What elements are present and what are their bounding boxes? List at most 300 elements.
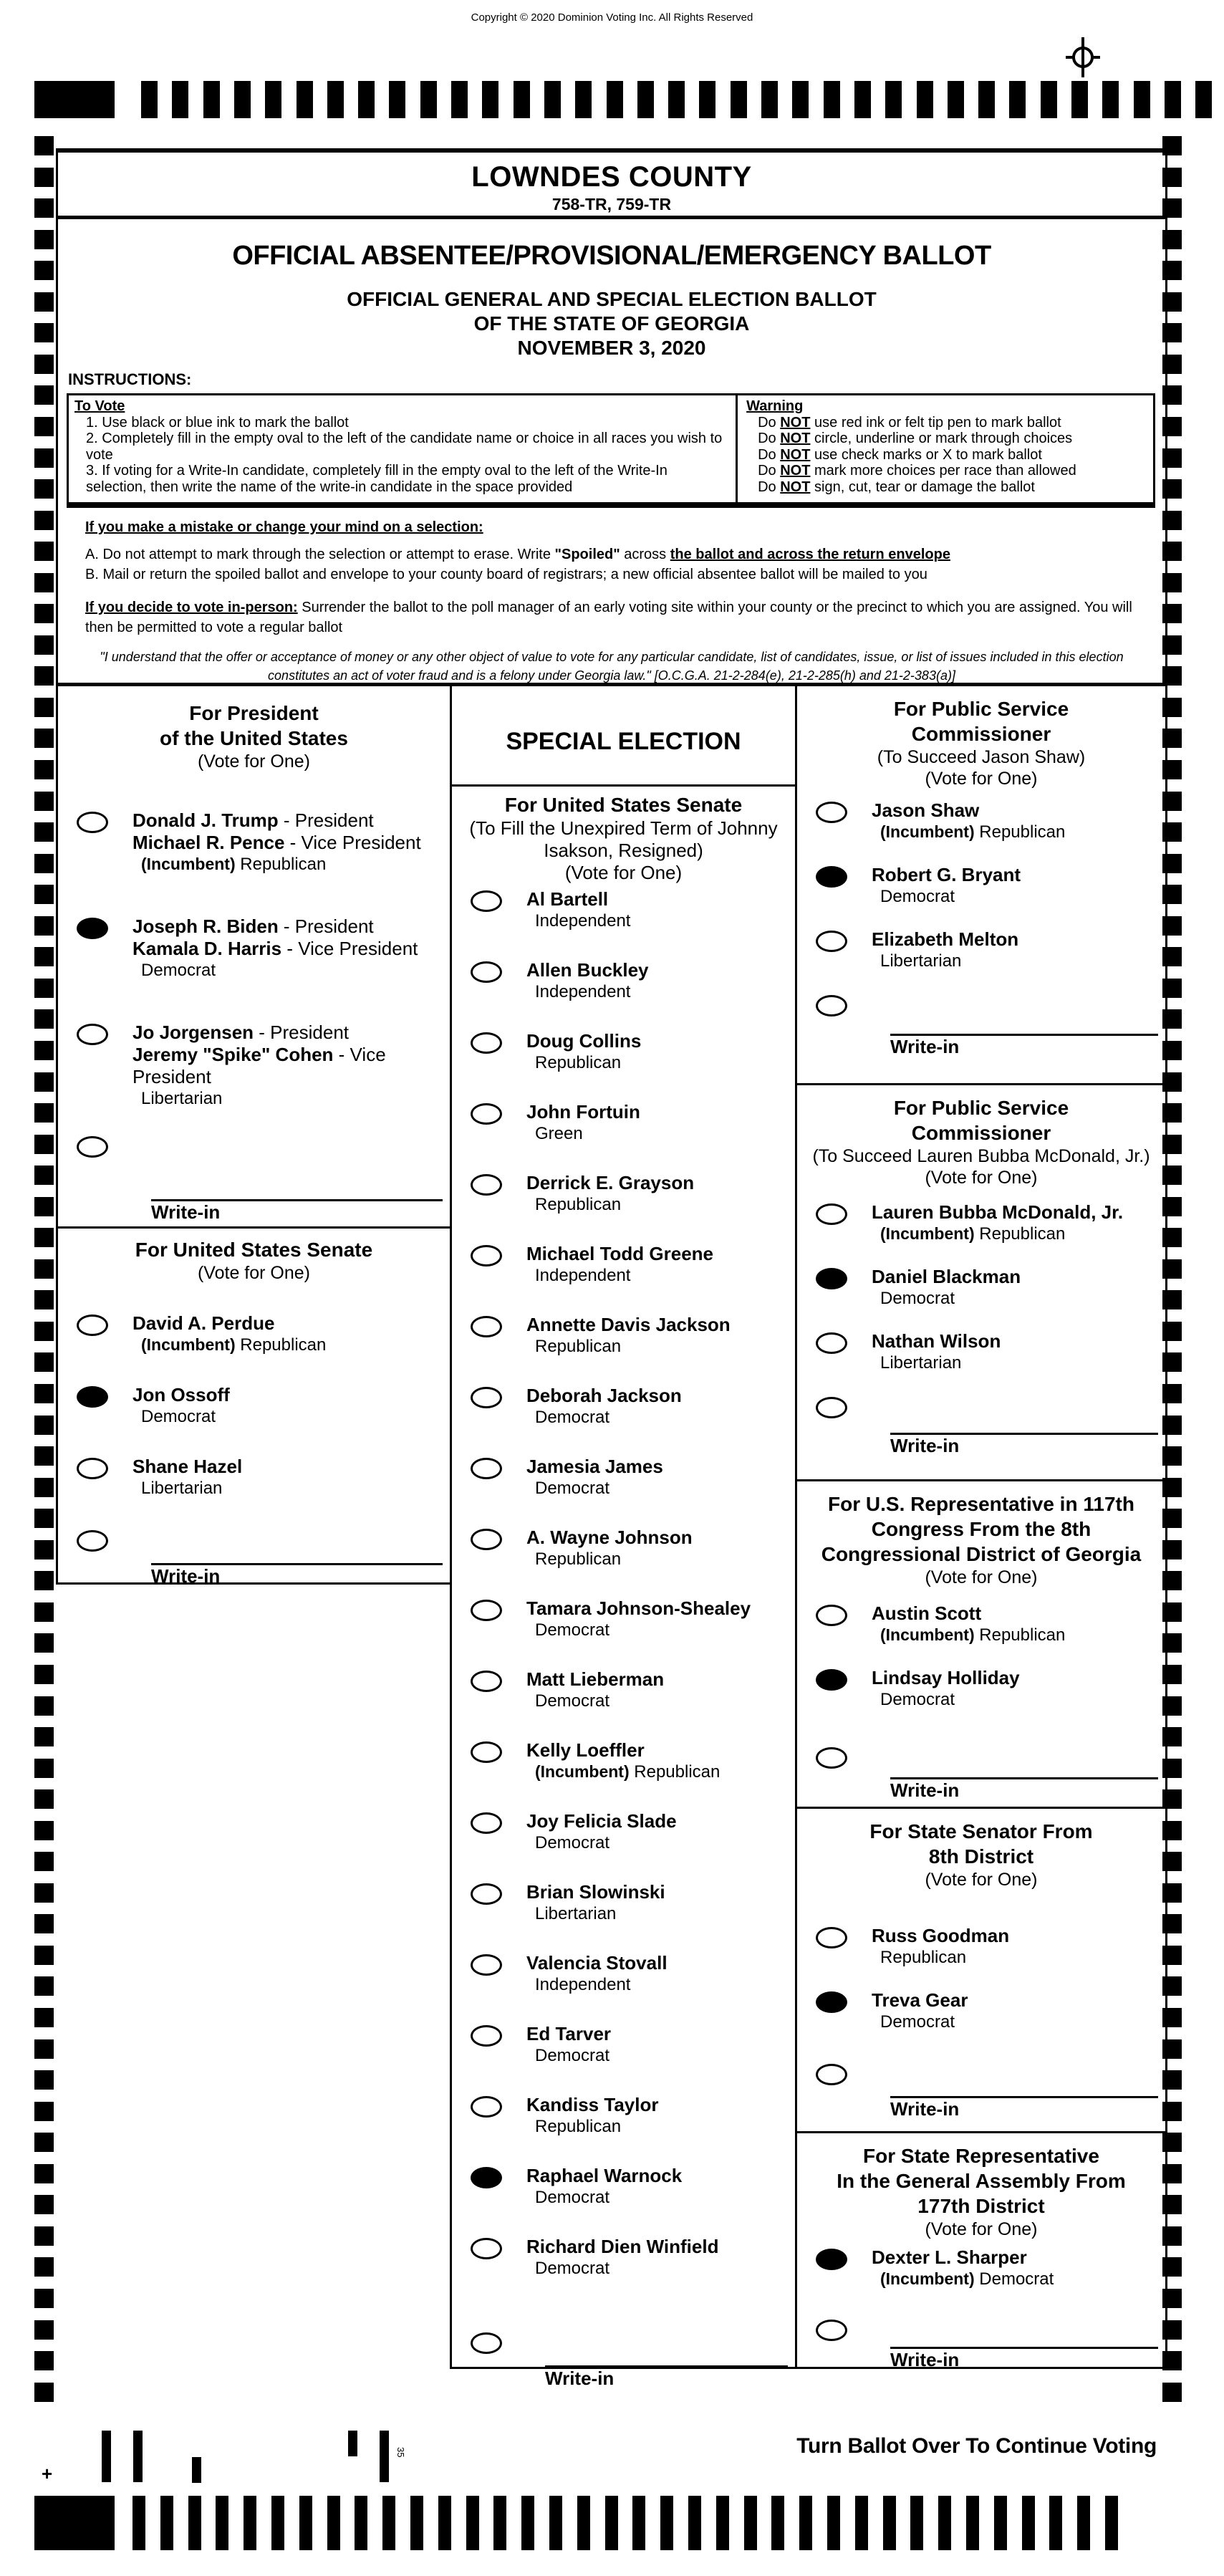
timing-mark [744, 2496, 757, 2550]
write-in-oval[interactable] [471, 2332, 502, 2354]
filled-oval[interactable] [77, 1386, 108, 1408]
option-text [132, 915, 418, 981]
filled-oval[interactable] [816, 1268, 847, 1289]
to-vote-item: 2. Completely fill in the empty oval to the left of the candidate name or choice in all races you wish to vote [86, 431, 723, 463]
contest-title-line: For State Senator From [869, 1820, 1093, 1842]
timing-mark [1162, 1665, 1182, 1684]
contest-title-line: In the General Assembly From [837, 2170, 1126, 2192]
timing-mark [34, 1571, 54, 1590]
ballot-option[interactable] [797, 1201, 1165, 1266]
write-in-oval[interactable] [77, 1136, 108, 1158]
option-name-line: Daniel Blackman [872, 1266, 1021, 1287]
ballot-header-section [56, 148, 1167, 686]
write-in-label: Write-in [890, 1435, 960, 1456]
ballot-option[interactable] [452, 1527, 795, 1597]
ballot-option[interactable] [452, 1739, 795, 1810]
county-box [58, 153, 1165, 219]
timing-mark [885, 81, 902, 118]
timing-mark [1105, 2496, 1118, 2550]
timing-mark [1162, 635, 1182, 655]
timing-mark [1162, 479, 1182, 499]
timing-mark [34, 2008, 54, 2027]
ballot-option[interactable] [58, 1384, 450, 1456]
timing-mark [1162, 1633, 1182, 1653]
timing-mark [482, 81, 498, 118]
empty-oval[interactable] [471, 1174, 502, 1196]
filled-oval[interactable] [77, 918, 108, 939]
option-name-line: Matt Lieberman [526, 1668, 665, 1690]
timing-mark [1162, 666, 1182, 686]
ballot-option[interactable] [58, 915, 450, 1022]
ballot-option[interactable] [452, 2165, 795, 2236]
timing-mark [355, 2496, 367, 2550]
option-name-line: Annette Davis Jackson [526, 1314, 731, 1335]
option-party-line: (Incumbent) Republican [141, 855, 327, 874]
option-name-line: Elizabeth Melton [872, 928, 1019, 950]
timing-mark [34, 81, 115, 118]
barcode-number: 35 [395, 2447, 406, 2458]
timing-mark [34, 511, 54, 530]
write-in-label: Write-in [890, 2349, 960, 2370]
election-date: NOVEMBER 3, 2020 [517, 337, 706, 359]
ballot-option[interactable] [452, 959, 795, 1030]
option-name-line: Kamala D. Harris - Vice President [132, 938, 418, 959]
option-name-line: John Fortuin [526, 1101, 640, 1123]
empty-oval[interactable] [471, 1316, 502, 1337]
write-in-block [797, 995, 1165, 1057]
empty-oval[interactable] [471, 1954, 502, 1976]
ballot-option[interactable] [452, 1243, 795, 1314]
empty-oval[interactable] [471, 1103, 502, 1125]
empty-oval[interactable] [471, 1741, 502, 1763]
option-party-line: Libertarian [880, 951, 962, 971]
contest [797, 1807, 1165, 2131]
ballot-option[interactable] [797, 1602, 1165, 1667]
timing-mark [1162, 1478, 1182, 1497]
timing-mark [1162, 2164, 1182, 2183]
timing-mark [34, 604, 54, 623]
empty-oval[interactable] [471, 1883, 502, 1905]
timing-mark [549, 2496, 562, 2550]
timing-mark [1134, 81, 1150, 118]
contest-title-line: For U.S. Representative in 117th [828, 1493, 1134, 1515]
ballot-option[interactable] [452, 1101, 795, 1172]
timing-mark [1162, 2008, 1182, 2027]
timing-mark [799, 2496, 812, 2550]
option-name-line: Robert G. Bryant [872, 864, 1021, 885]
ballot-option[interactable] [452, 2094, 795, 2165]
write-in-label: Write-in [545, 2368, 615, 2389]
timing-mark [1162, 385, 1182, 405]
timing-mark [34, 573, 54, 592]
ballot-option[interactable] [452, 1385, 795, 1456]
option-party-line: Independent [535, 911, 631, 931]
write-in-oval[interactable] [816, 1747, 847, 1769]
option-name-line: Michael Todd Greene [526, 1243, 714, 1264]
ballot-option[interactable] [452, 888, 795, 959]
timing-mark [34, 448, 54, 468]
timing-mark [792, 81, 809, 118]
ballot-option[interactable] [797, 928, 1165, 993]
ballot-option[interactable] [58, 1022, 450, 1128]
option-party-line: Democrat [141, 1407, 216, 1426]
ballot-option[interactable] [452, 1881, 795, 1952]
option-name-line: Jo Jorgensen - President [132, 1022, 350, 1043]
ballot-option[interactable] [797, 1330, 1165, 1395]
option-name-line: Richard Dien Winfield [526, 2236, 719, 2257]
timing-mark [438, 2496, 451, 2550]
empty-oval[interactable] [816, 1927, 847, 1948]
contest-title-line: For President [189, 702, 319, 724]
timing-mark [34, 854, 54, 873]
option-name-line: Valencia Stovall [526, 1952, 668, 1974]
ballot-option[interactable] [452, 1314, 795, 1385]
option-party-line: Libertarian [880, 1353, 962, 1373]
timing-mark [1162, 1821, 1182, 1840]
turn-ballot-over-text: Turn Ballot Over To Continue Voting [796, 2434, 1157, 2458]
timing-mark [1162, 760, 1182, 779]
ballot-option[interactable] [797, 1266, 1165, 1330]
timing-mark [1162, 2257, 1182, 2277]
contest-header [797, 2133, 1165, 2240]
contest-header [797, 1809, 1165, 1890]
ballot-option[interactable] [797, 2246, 1165, 2311]
timing-mark [1162, 323, 1182, 342]
write-in-block [797, 1397, 1165, 1456]
contest-title-line: For State Representative [863, 2145, 1099, 2167]
timing-mark [34, 729, 54, 748]
option-text [526, 2236, 718, 2279]
empty-oval[interactable] [471, 1032, 502, 1054]
empty-oval[interactable] [471, 890, 502, 912]
timing-mark [883, 2496, 896, 2550]
ballot-option[interactable] [452, 1597, 795, 1668]
warning-item: Do NOT sign, cut, tear or damage the ballot [758, 479, 1035, 495]
timing-mark [1162, 1103, 1182, 1123]
ballot-option[interactable] [797, 799, 1165, 864]
filled-oval[interactable] [816, 866, 847, 888]
timing-mark [34, 2289, 54, 2308]
contest-title-line: For United States Senate [504, 794, 743, 816]
ballot-option[interactable] [452, 1030, 795, 1101]
contest-title-line: For United States Senate [135, 1239, 373, 1261]
timing-mark [410, 2496, 423, 2550]
timing-mark [1162, 1759, 1182, 1778]
contest-column-right [795, 686, 1167, 2369]
timing-mark [1162, 947, 1182, 966]
warning-item: Do NOT circle, underline or mark through choices [758, 431, 1073, 446]
write-in-oval[interactable] [816, 2064, 847, 2085]
empty-oval[interactable] [816, 1605, 847, 1626]
contest-title-line: Commissioner [911, 723, 1051, 745]
empty-oval[interactable] [471, 1600, 502, 1621]
option-party-line: (Incumbent) Republican [880, 822, 1066, 842]
empty-oval[interactable] [471, 1387, 502, 1408]
filled-oval[interactable] [816, 1991, 847, 2013]
timing-mark [1049, 2496, 1062, 2550]
timing-mark [575, 81, 592, 118]
option-name-line: Lindsay Holliday [872, 1667, 1020, 1688]
empty-oval[interactable] [471, 2096, 502, 2118]
timing-mark [910, 2496, 923, 2550]
option-name-line: Al Bartell [526, 888, 609, 910]
empty-oval[interactable] [816, 802, 847, 823]
timing-mark [34, 822, 54, 842]
timing-mark [1162, 1446, 1182, 1466]
timing-mark [1009, 81, 1026, 118]
option-name-line: Kandiss Taylor [526, 2094, 659, 2115]
ballot-option[interactable] [452, 1668, 795, 1739]
contest-subtitle-line: (Vote for One) [197, 751, 311, 772]
empty-oval[interactable] [816, 1332, 847, 1354]
option-text [132, 1456, 242, 1499]
timing-mark [1162, 1571, 1182, 1590]
timing-mark [1162, 1197, 1182, 1216]
empty-oval[interactable] [471, 1671, 502, 1692]
timing-mark [172, 81, 188, 118]
timing-mark [544, 81, 561, 118]
timing-mark [34, 792, 54, 811]
timing-mark [1162, 885, 1182, 904]
timing-mark [327, 2496, 340, 2550]
option-party-line: (Incumbent) Republican [880, 1625, 1066, 1645]
empty-oval[interactable] [471, 2238, 502, 2259]
empty-oval[interactable] [471, 1458, 502, 1479]
option-text [872, 2246, 1054, 2289]
ballot-option[interactable] [58, 1456, 450, 1527]
timing-mark [1162, 604, 1182, 623]
warning-item: Do NOT mark more choices per race than allowed [758, 463, 1076, 479]
timing-mark [1162, 136, 1182, 155]
timing-mark [160, 2496, 173, 2550]
contest [797, 1479, 1165, 1807]
write-in-oval[interactable] [77, 1530, 108, 1552]
contest-title-line: Congress From the 8th [871, 1518, 1092, 1540]
option-text [526, 888, 630, 931]
option-name-line: Derrick E. Grayson [526, 1172, 695, 1193]
write-in-label: Write-in [890, 1779, 960, 1801]
timing-mark [716, 2496, 729, 2550]
timing-mark [855, 2496, 868, 2550]
legal-notice: "I understand that the offer or acceptance of money or any other object of value to vote for any particular candidate, list of candidates, issue, or list of issues included in this election constitutes an act of voter fraud and is a felony under Georgia law." [O.C.G.A. 21-2-284(e), 21-2-285(h) and 21-2-383(a)] [100, 650, 1124, 683]
ballot-option[interactable] [797, 1989, 1165, 2054]
timing-mark [34, 1602, 54, 1622]
timing-mark [265, 81, 281, 118]
timing-mark [493, 2496, 506, 2550]
option-text [872, 1201, 1123, 1244]
option-party-line: Democrat [535, 1408, 610, 1427]
to-vote-title: To Vote [74, 398, 125, 414]
contest [797, 686, 1165, 1083]
ballot-option[interactable] [452, 2023, 795, 2094]
timing-mark [380, 2431, 389, 2482]
timing-mark [1162, 2070, 1182, 2090]
timing-mark [34, 1633, 54, 1653]
empty-oval[interactable] [77, 1315, 108, 1336]
ballot-option[interactable] [58, 809, 450, 915]
filled-oval[interactable] [816, 2249, 847, 2270]
timing-mark [34, 2320, 54, 2340]
option-party-line: Democrat [535, 2188, 610, 2207]
option-text [872, 1266, 1021, 1309]
timing-mark [34, 1665, 54, 1684]
ballot-option[interactable] [452, 1172, 795, 1243]
empty-oval[interactable] [77, 1458, 108, 1479]
timing-mark [382, 2496, 395, 2550]
timing-mark [1162, 1322, 1182, 1341]
option-text [526, 1456, 663, 1499]
option-text [526, 1810, 677, 1853]
ballot-option[interactable] [797, 1925, 1165, 1989]
ballot-option[interactable] [797, 1667, 1165, 1731]
option-name-line: Shane Hazel [132, 1456, 243, 1477]
option-name-line: Jason Shaw [872, 799, 980, 821]
timing-mark [699, 81, 715, 118]
timing-mark [1162, 1259, 1182, 1279]
ballot-style: 758-TR, 759-TR [551, 195, 672, 213]
in-person-paragraph: If you decide to vote in-person: Surrender the ballot to the poll manager of an early voting site within your county or the precinct to which you are assigned. You will then be permitted to vote a regular ballot [85, 600, 1132, 635]
contest-subtitle-line: (Vote for One) [925, 2219, 1038, 2239]
empty-oval[interactable] [816, 1203, 847, 1225]
option-text [872, 1989, 968, 2032]
option-text [526, 1597, 751, 1640]
timing-mark [34, 417, 54, 436]
timing-mark [1162, 1727, 1182, 1746]
contest-subtitle-line: (Vote for One) [925, 1567, 1038, 1587]
timing-mark [34, 1976, 54, 1996]
contest-title-line: 8th District [928, 1845, 1034, 1868]
mistake-item-a: A. Do not attempt to mark through the selection or attempt to erase. Write "Spoiled" across the ballot and across the return envelope [85, 547, 950, 562]
option-name-line: Kelly Loeffler [526, 1739, 645, 1761]
ballot-option[interactable] [452, 1456, 795, 1527]
ballot-option[interactable] [452, 2236, 795, 2307]
timing-mark [34, 1446, 54, 1466]
county-name: LOWNDES COUNTY [471, 161, 752, 193]
option-text [526, 1030, 641, 1073]
timing-mark [1162, 2351, 1182, 2370]
option-name-line: David A. Perdue [132, 1312, 275, 1334]
contest [452, 787, 795, 2389]
timing-mark [34, 1478, 54, 1497]
option-name-line: Jon Ossoff [132, 1384, 230, 1405]
empty-oval[interactable] [471, 1245, 502, 1267]
ballot-option[interactable] [452, 1952, 795, 2023]
ballot-option[interactable] [797, 864, 1165, 928]
option-name-line: Tamara Johnson-Shealey [526, 1597, 751, 1619]
timing-mark [34, 1072, 54, 1092]
timing-mark [34, 1103, 54, 1123]
write-in-block [58, 1530, 450, 1587]
timing-mark [34, 1352, 54, 1372]
contest-title-line: of the United States [160, 727, 348, 749]
empty-oval[interactable] [816, 931, 847, 952]
timing-mark [271, 2496, 284, 2550]
filled-oval[interactable] [816, 1669, 847, 1691]
contest-header [58, 686, 450, 772]
timing-mark [34, 1228, 54, 1247]
option-text [872, 1667, 1020, 1710]
timing-mark [1195, 81, 1212, 118]
timing-mark [1041, 81, 1057, 118]
timing-mark [34, 1759, 54, 1778]
contest-subtitle-line: (Vote for One) [925, 1870, 1038, 1890]
empty-oval[interactable] [77, 812, 108, 833]
option-party-line: Libertarian [141, 1089, 223, 1108]
timing-mark [1162, 230, 1182, 249]
timing-mark [994, 2496, 1007, 2550]
timing-mark [1162, 1852, 1182, 1871]
option-party-line: Republican [535, 2117, 622, 2136]
timing-mark [1162, 2133, 1182, 2152]
option-name-line: Brian Slowinski [526, 1881, 665, 1903]
timing-mark [1162, 1509, 1182, 1528]
timing-mark [1162, 854, 1182, 873]
timing-mark [34, 323, 54, 342]
timing-mark [637, 81, 654, 118]
timing-mark [420, 81, 437, 118]
option-party-line: Democrat [880, 1690, 955, 1709]
option-name-line: Michael R. Pence - Vice President [132, 832, 421, 853]
option-party-line: Republican [535, 1195, 622, 1214]
write-in-oval[interactable] [816, 2320, 847, 2341]
timing-mark [34, 1322, 54, 1341]
option-party-line: Democrat [880, 1289, 955, 1308]
timing-mark [1162, 261, 1182, 280]
timing-mark [244, 2496, 256, 2550]
timing-mark [1162, 417, 1182, 436]
write-in-oval[interactable] [816, 995, 847, 1017]
empty-oval[interactable] [77, 1024, 108, 1045]
timing-mark [358, 81, 375, 118]
timing-mark [34, 1509, 54, 1528]
ballot-option[interactable] [452, 1810, 795, 1881]
option-party-line: Democrat [880, 2012, 955, 2032]
option-name-line: Raphael Warnock [526, 2165, 683, 2186]
timing-mark [34, 1166, 54, 1185]
timing-mark [1162, 1384, 1182, 1403]
timing-mark [1071, 81, 1088, 118]
timing-mark [607, 81, 623, 118]
timing-mark [34, 2383, 54, 2402]
timing-mark [389, 81, 405, 118]
ballot-option[interactable] [58, 1312, 450, 1384]
timing-mark [1162, 2039, 1182, 2059]
timing-mark [34, 1914, 54, 1933]
option-text [132, 809, 421, 875]
timing-mark [1162, 292, 1182, 312]
empty-oval[interactable] [471, 2025, 502, 2047]
filled-oval[interactable] [471, 2167, 502, 2188]
timing-mark [234, 81, 251, 118]
timing-mark [192, 2457, 201, 2483]
write-in-oval[interactable] [816, 1397, 847, 1418]
mistake-heading: If you make a mistake or change your mind on a selection: [85, 519, 483, 535]
option-party-line: Libertarian [535, 1904, 617, 1923]
timing-mark [34, 1696, 54, 1716]
timing-mark [1162, 448, 1182, 468]
empty-oval[interactable] [471, 961, 502, 983]
empty-oval[interactable] [471, 1529, 502, 1550]
timing-mark [34, 2351, 54, 2370]
empty-oval[interactable] [471, 1812, 502, 1834]
timing-mark [660, 2496, 673, 2550]
option-party-line: Democrat [535, 2259, 610, 2278]
contest-subtitle-line: (Vote for One) [925, 1168, 1038, 1188]
option-party-line: (Incumbent) Democrat [880, 2269, 1054, 2289]
timing-mark [1162, 1914, 1182, 1933]
timing-mark [668, 81, 685, 118]
timing-mark [34, 666, 54, 686]
